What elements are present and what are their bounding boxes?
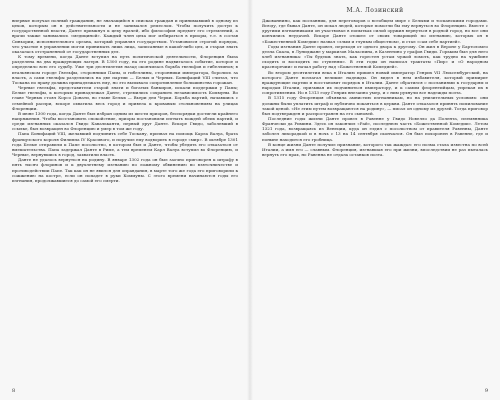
- paragraph: Данте не удалось вернуться на родину. В январе 1302 года он был заочно приговорен к штрафу в пять тысяч флоринов и к двухлетнему изгнанию по ложному обвинению во взяточничестве и противодействии Папе. Так как он не явился для оправдания, в марте того же года его приговорили к сожжению на костре, если он попадет в руки Коммуны. С этого времени начинаются годы его изгнания, продолжавшиеся до самой его смерти.: [12, 157, 238, 183]
- paragraph: К тому времени, когда Данте вступил на путь политической деятельности, Флоренция была разделена на два враждующих лагеря. В 1300 году, на его родине надвигалось событие, которое и определило всю его судьбу. Уже три десятилетия назад окончилась борьба гвельфов и гибеллинов; в итальянском городе Гвельфы, сторонники Папы, и гибеллины, сторонники императора, боролись за власть, а сами гвельфы разделились на две партии — Белых и Черных. Бонифаций VIII считал, что Тоскана по праву должна принадлежать ему, но это вызывало сопротивление большинства горожан.: [12, 54, 238, 85]
- paragraph: Папа Бонифаций VIII, желавший подчинить себе Тоскану, призвал на помощь Карла Валуа, брата французского короля Филиппа IV Красивого, и поручил ему водворить в городе «мир». В октябре 1301 года Белые отправили к Папе посольство, в котором был и Данте, чтобы убедить его отказаться от вмешательства. Папа задержал Данте в Риме, а тем временем Карл Валуа вступил во Флоренцию, и Черные, вернувшись в город, захватили власть.: [12, 131, 238, 158]
- right-page: [250, 0, 500, 400]
- page-number-right: 9: [484, 388, 488, 394]
- paragraph: В июне 1300 года, когда Данте был избран одним из шести приоров, беспорядки достигли крайнего напряжения. Чтобы восстановить спокойствие, приоры постановили изгнать вождей обеих партий, и среди изгнанных оказался Гвидо Кавальканти, первый друг Данте. Вскоре Гвидо, заболевший в ссылке, был возвращен во Флоренцию и умер в том же году.: [12, 110, 238, 132]
- paragraph: В конце жизни Данте получил признание, которого так жаждал: его поэма стала известна по всей Италии, а имя его — славным. Флоренция, изгнавшая его при жизни, впоследствии не раз пыталась вернуть его прах, но Равенна не отдала останков поэта.: [262, 141, 488, 158]
- paragraph: Годы изгнания Данте провел, переходя от одного двора к другому. Он жил в Вероне у Бартоломео делла Скала, в Луниджане у маркизов Маласпина, в Казентино у графов Гвиди. Горьким был для него хлеб изгнанника: «Ты будешь знать, как горестен устам чужой ломоть, как трудно на чужбине сходить и восходить по ступеням». В эти годы он написал трактаты «Пир» и «О народном красноречии» и начал работу над «Божественной Комедией».: [262, 43, 488, 70]
- paragraph: Джованнино, как посланник, для переговоров о всеобщем мире с Белыми и тосканскими городами. Всюду, где бывал Данте, он искал людей, которые помогли бы ему вернуться во Флоренцию. Вместе с другими изгнанниками он участвовал в попытках силой оружия вернуться в родной город, но все они кончились неудачей. Вскоре Данте отошел от своих товарищей по изгнанию, которых он в «Божественной Комедии» назвал «злым и глупым обществом», и стал «сам себе партией».: [262, 18, 488, 44]
- page-number-left: 8: [12, 388, 16, 394]
- paragraph: Черные гвельфы, представители старой знати и богатых банкиров, искали поддержки у Папы; Белые гвельфы, к которым принадлежал Данте, стремились сохранить независимость Коммуны. Во главе Черных стоял Корсо Донати, во главе Белых — Вьери деи Черки. Борьба партий, начавшись с семейной распри, вскоре охватила весь город и привела к кровавым столкновениям на улицах Флоренции.: [12, 85, 238, 111]
- paragraph: В 1315 году Флоренция объявила амнистию изгнанникам, но на унизительных условиях: они должны были уплатить штраф и публично покаяться в церкви. Данте отказался принять помилование такой ценой. «Не этим путем возвращаются на родину», — писал он одному из друзей. Тогда приговор был подтвержден и распространен на его сыновей.: [262, 95, 488, 116]
- paragraph: впервые получал полный гражданин, не значащийся в списках граждан и принимавший в одному из цехов, которым он в действительности и не занимался ремеслом. Чтобы получить доступ к государственной власти, Данте примкнул к цеху врачей, ибо философия предмет его стремлений, а врачи также занимались «медициной». Каждый член цеха мог избираться в приоры, т.е. в состав Синьории, исполнительного органа, который управлял государством. Установился строгий порядок, что участие в управлении могли принимать лишь лица, записанные в какой-либо цех, и старая знать оказалась отстраненной от государственных дел.: [12, 18, 238, 54]
- running-head-right: М.А. Лозинский: [346, 7, 404, 14]
- paragraph: Последние годы жизни Данте провел в Равенне у Гвидо Новелло да Полента, племянника Франчески да Римини. Здесь он закончил «Рай», последнюю часть «Божественной Комедии». Летом 1321 года, возвращаясь из Венеции, куда он ездил с посольством от правителя Равенны, Данте заболел лихорадкой и в ночь с 13 на 14 сентября скончался. Он был похоронен в Равенне, где и поныне находится его гробница.: [262, 115, 488, 142]
- right-page-text: [262, 18, 488, 157]
- paragraph: Во втором десятилетии века в Италию пришел новый император Генрих VII Люксембургский, на которого Данте возлагал великие надежды. Он видел в нем избавителя, который примирит враждующие партии и восстановит порядок в Италии. Данте обратился с посланиями к государям и народам Италии, призывая их подчиниться императору, и к самим флорентийцам, упрекая их в сопротивлении. Но в 1313 году Генрих внезапно умер, и с ним рухнули все надежды поэта.: [262, 69, 488, 96]
- left-page-text: [12, 18, 238, 183]
